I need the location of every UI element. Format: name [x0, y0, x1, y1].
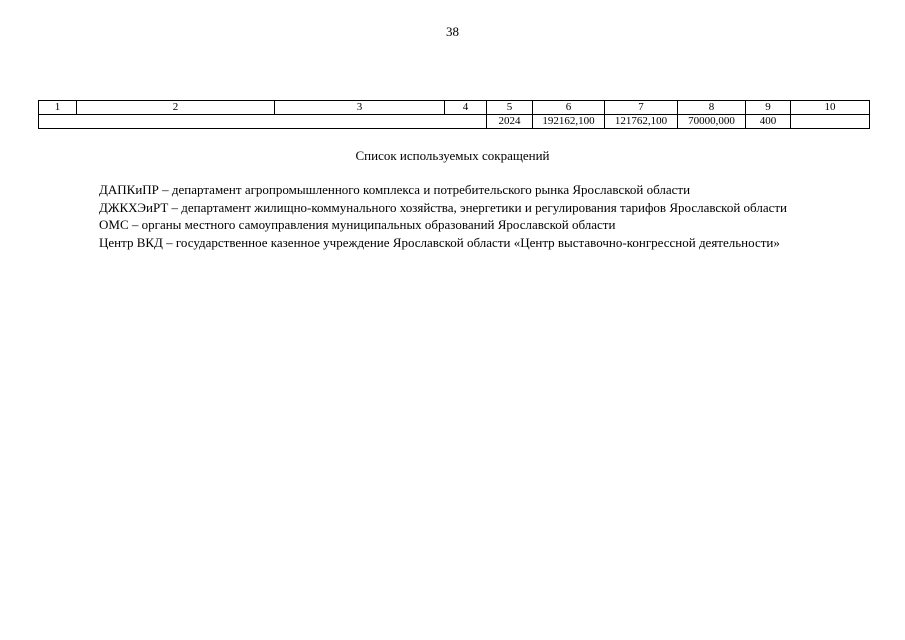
table-header-cell: 7: [605, 101, 678, 115]
table-cell-value: 121762,100: [605, 115, 678, 129]
table-header-cell: 2: [77, 101, 275, 115]
table-cell-value: 400: [746, 115, 791, 129]
table-cell-total: 192162,100: [533, 115, 605, 129]
table-header-cell: 3: [275, 101, 445, 115]
table-header-cell: 9: [746, 101, 791, 115]
table-header-cell: 10: [791, 101, 870, 115]
table-header-cell: 5: [487, 101, 533, 115]
abbreviation-item: ДЖКХЭиРТ – департамент жилищно-коммунального хозяйства, энергетики и регулирования тарифов Ярославской области: [99, 199, 787, 215]
table-header-cell: 1: [39, 101, 77, 115]
table-header-cell: 6: [533, 101, 605, 115]
budget-table: [38, 100, 870, 129]
page-number: 38: [446, 24, 459, 39]
abbreviation-item: Центр ВКД – государственное казенное учреждение Ярославской области «Центр выставочно-конгрессной деятельности»: [99, 234, 780, 250]
abbreviation-item: ДАПКиПР – департамент агропромышленного комплекса и потребительского рынка Ярославской области: [99, 182, 691, 197]
table-header-row: [39, 101, 870, 115]
table-cell-merged: [39, 115, 487, 129]
table-header-cell: 8: [678, 101, 746, 115]
table-cell-empty: [791, 115, 870, 129]
table-row: [39, 115, 870, 129]
abbreviation-list: [61, 181, 883, 251]
table-cell-value: 70000,000: [678, 115, 746, 129]
table-header-cell: 4: [445, 101, 487, 115]
table-cell-year: 2024: [487, 115, 533, 129]
abbreviation-item: ОМС – органы местного самоуправления муниципальных образований Ярославской области: [99, 217, 616, 232]
section-title: Список используемых сокращений: [355, 148, 550, 163]
